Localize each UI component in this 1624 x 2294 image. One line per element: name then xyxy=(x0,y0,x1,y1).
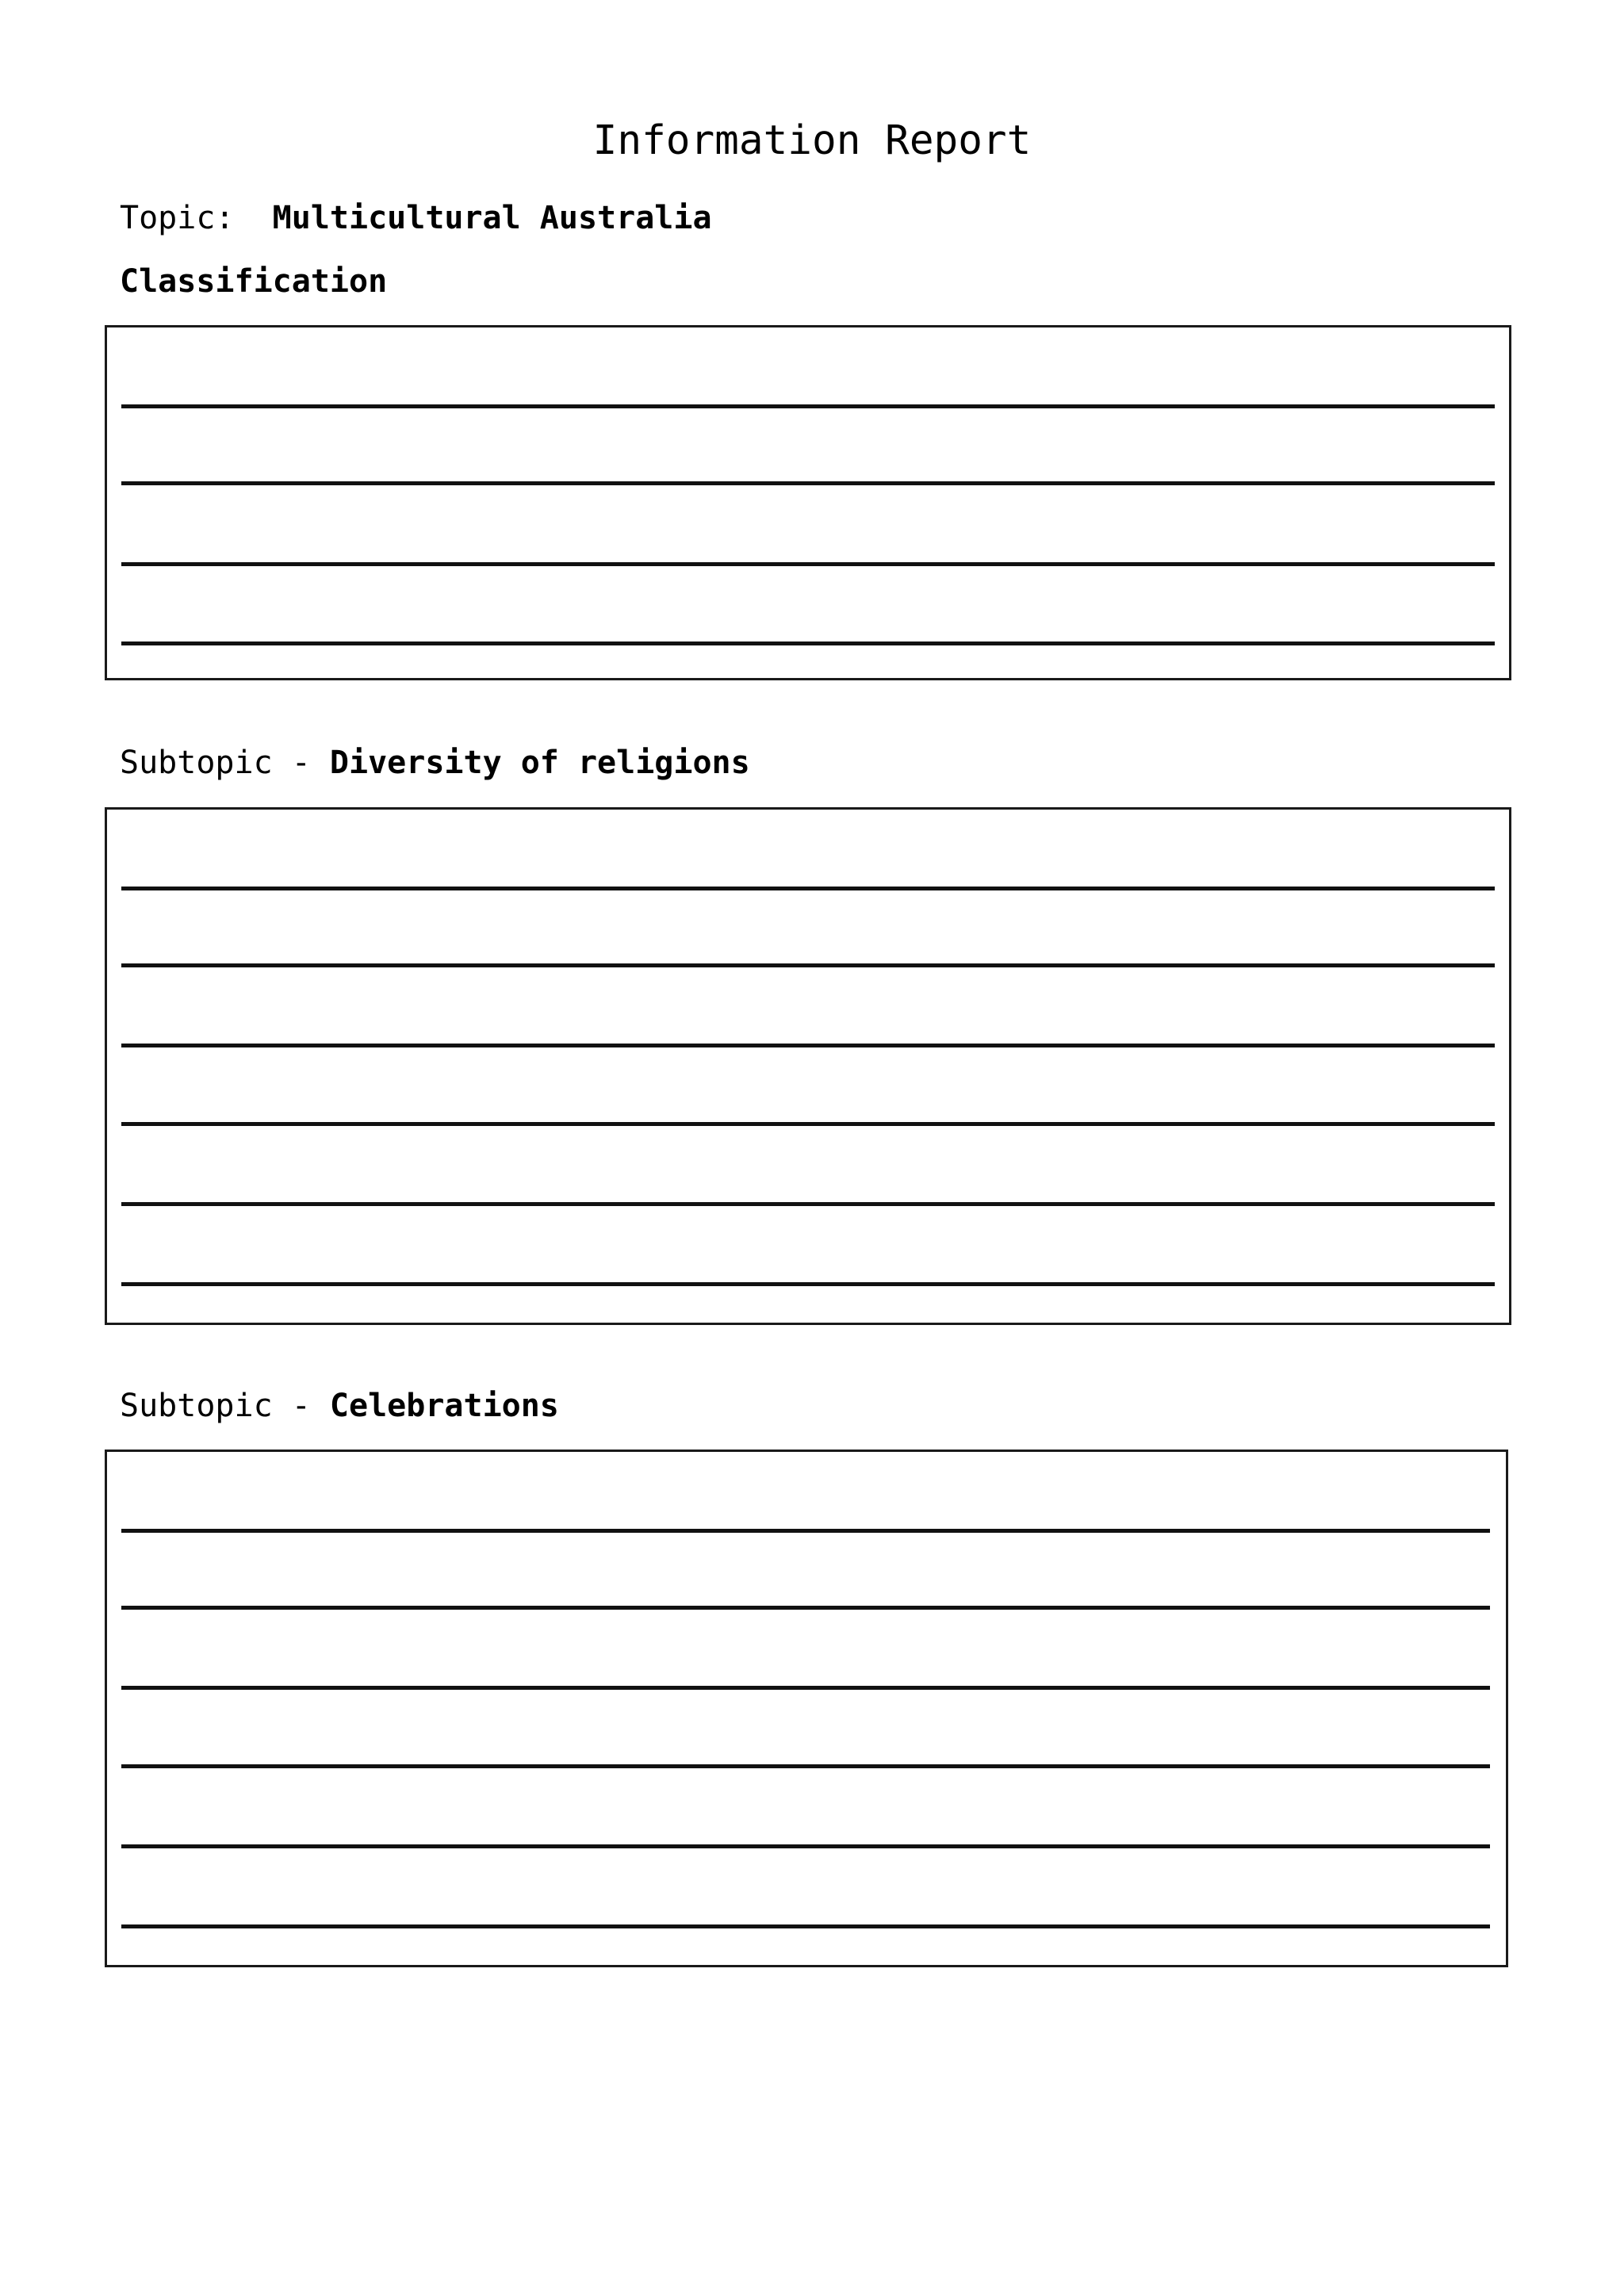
writing-line xyxy=(121,887,1495,890)
topic-label: Topic: xyxy=(120,200,273,236)
celebrations-writing-box[interactable] xyxy=(105,1450,1508,1967)
classification-heading: Classification xyxy=(120,263,388,300)
writing-line xyxy=(121,1282,1495,1286)
writing-line xyxy=(121,481,1495,485)
writing-line xyxy=(121,1044,1495,1047)
classification-writing-box[interactable] xyxy=(105,325,1511,680)
writing-line xyxy=(121,1844,1490,1848)
writing-line xyxy=(121,1764,1490,1768)
writing-line xyxy=(121,1529,1490,1533)
subtopic-heading-religions xyxy=(120,743,750,783)
writing-line xyxy=(121,1924,1490,1928)
writing-line xyxy=(121,1122,1495,1126)
writing-line xyxy=(121,1606,1490,1610)
topic-line xyxy=(120,198,712,238)
topic-value: Multicultural Australia xyxy=(272,200,712,236)
subtopic-value: Celebrations xyxy=(329,1388,559,1424)
writing-line xyxy=(121,404,1495,408)
subtopic-prefix: Subtopic - xyxy=(120,1388,330,1424)
religions-writing-box[interactable] xyxy=(105,807,1511,1325)
subtopic-prefix: Subtopic - xyxy=(120,745,330,781)
writing-line xyxy=(121,963,1495,967)
subtopic-heading-celebrations xyxy=(120,1386,559,1426)
page-title: Information Report xyxy=(592,117,1032,164)
writing-line xyxy=(121,1202,1495,1206)
subtopic-value: Diversity of religions xyxy=(329,745,750,781)
writing-line xyxy=(121,1686,1490,1690)
writing-line xyxy=(121,562,1495,566)
writing-line xyxy=(121,641,1495,645)
